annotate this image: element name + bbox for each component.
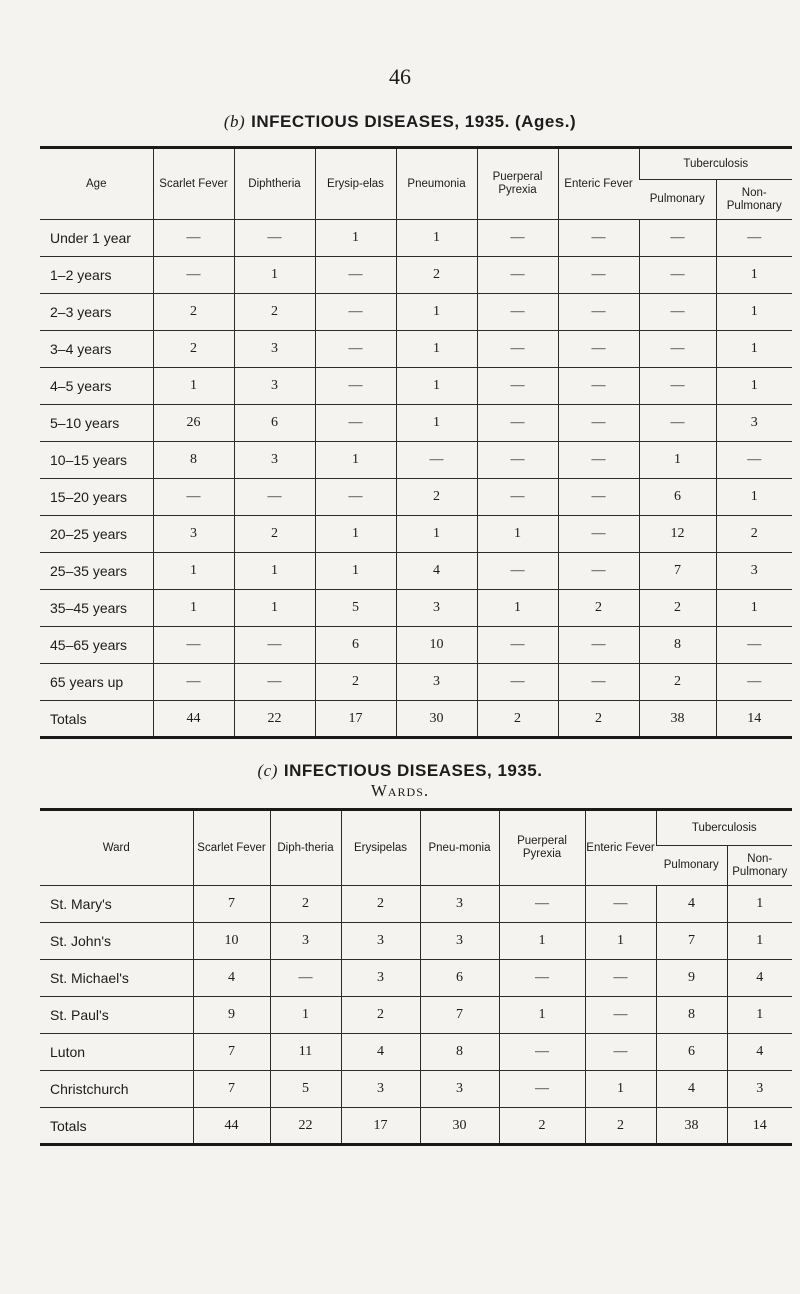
row-label: 65 years up — [40, 664, 153, 701]
table-cell: 1 — [315, 516, 396, 553]
table-cell: 11 — [270, 1034, 341, 1071]
table-cell: — — [234, 627, 315, 664]
ages-table — [40, 146, 792, 739]
table-cell: — — [477, 405, 558, 442]
table-cell: 3 — [234, 331, 315, 368]
table-cell: — — [315, 405, 396, 442]
table-cell: 1 — [716, 479, 792, 516]
row-label: 4–5 years — [40, 368, 153, 405]
table-cell: — — [234, 220, 315, 257]
table-cell: — — [315, 294, 396, 331]
table-cell: 7 — [193, 1071, 270, 1108]
table-cell: 2 — [234, 294, 315, 331]
row-label: St. Paul's — [40, 997, 193, 1034]
row-label: 1–2 years — [40, 257, 153, 294]
header-scarlet-fever: Scarlet Fever — [153, 148, 234, 220]
table-cell: 3 — [716, 553, 792, 590]
table-cell: 4 — [727, 960, 792, 997]
table-cell: — — [234, 664, 315, 701]
table-cell: 1 — [499, 997, 585, 1034]
row-label: St. John's — [40, 923, 193, 960]
ages-title-prefix: (b) — [223, 112, 246, 131]
table-cell: 17 — [315, 701, 396, 738]
table-cell: 1 — [234, 590, 315, 627]
row-label: Totals — [50, 1117, 87, 1134]
table-cell: 7 — [656, 923, 727, 960]
table-cell: 1 — [315, 442, 396, 479]
table-cell: — — [639, 405, 716, 442]
table-row — [40, 997, 792, 1034]
table-cell: — — [477, 331, 558, 368]
table-cell: 8 — [656, 997, 727, 1034]
table-cell: 1 — [727, 886, 792, 923]
table-cell: 2 — [499, 1108, 585, 1145]
table-cell: 1 — [396, 294, 477, 331]
table-cell: 2 — [153, 294, 234, 331]
table-row — [40, 516, 792, 553]
table-cell: — — [315, 368, 396, 405]
table-cell: — — [716, 442, 792, 479]
table-cell: — — [585, 886, 656, 923]
table-cell: — — [639, 220, 716, 257]
table-cell: — — [716, 220, 792, 257]
table-cell: — — [558, 553, 639, 590]
table-cell: 22 — [234, 701, 315, 738]
table-row — [40, 1108, 792, 1145]
table-cell: 3 — [341, 1071, 420, 1108]
header-diphtheria: Diph-theria — [270, 810, 341, 886]
table-cell: 10 — [396, 627, 477, 664]
table-cell: — — [558, 516, 639, 553]
table-cell: 1 — [396, 220, 477, 257]
table-cell: 1 — [585, 1071, 656, 1108]
table-cell: 3 — [234, 368, 315, 405]
header-enteric-fever: Enteric Fever — [585, 810, 656, 886]
header-pulmonary: Pulmonary — [656, 846, 727, 886]
table-cell: — — [558, 664, 639, 701]
table-cell: 2 — [585, 1108, 656, 1145]
table-row — [40, 220, 792, 257]
table-cell: 1 — [727, 923, 792, 960]
table-cell: 1 — [234, 553, 315, 590]
table-cell: 1 — [585, 923, 656, 960]
ages-table-title — [0, 112, 800, 132]
table-cell: 1 — [153, 553, 234, 590]
table-cell: 1 — [234, 257, 315, 294]
table-cell: 2 — [639, 664, 716, 701]
table-cell: — — [477, 479, 558, 516]
table-cell: 3 — [153, 516, 234, 553]
table-row — [40, 553, 792, 590]
header-pulmonary: Pulmonary — [639, 180, 716, 220]
table-row — [40, 257, 792, 294]
table-cell: 2 — [341, 997, 420, 1034]
table-row — [40, 627, 792, 664]
table-cell: 3 — [420, 923, 499, 960]
table-row — [40, 1071, 792, 1108]
table-cell: 3 — [234, 442, 315, 479]
table-cell: 14 — [716, 701, 792, 738]
row-label: 3–4 years — [40, 331, 153, 368]
table-cell: 12 — [639, 516, 716, 553]
table-cell: — — [558, 405, 639, 442]
table-row — [40, 331, 792, 368]
table-cell: — — [585, 960, 656, 997]
header-diphtheria: Diphtheria — [234, 148, 315, 220]
table-cell: 1 — [477, 590, 558, 627]
row-label: 5–10 years — [40, 405, 153, 442]
table-cell: — — [477, 664, 558, 701]
row-label: 20–25 years — [40, 516, 153, 553]
table-cell: 3 — [396, 590, 477, 627]
header-enteric-fever: Enteric Fever — [558, 148, 639, 220]
table-cell: 4 — [341, 1034, 420, 1071]
table-row — [40, 923, 792, 960]
table-cell: 3 — [727, 1071, 792, 1108]
table-cell: 7 — [193, 886, 270, 923]
table-cell: 2 — [558, 701, 639, 738]
table-cell: — — [558, 257, 639, 294]
table-cell: 1 — [396, 516, 477, 553]
ages-table-body — [40, 220, 792, 738]
table-cell: 9 — [193, 997, 270, 1034]
table-cell: 2 — [639, 590, 716, 627]
table-cell: 44 — [193, 1108, 270, 1145]
table-row — [40, 442, 792, 479]
table-cell: 7 — [193, 1034, 270, 1071]
wards-title-text: INFECTIOUS DISEASES, 1935. — [283, 761, 543, 780]
table-cell: — — [477, 294, 558, 331]
table-cell: 4 — [656, 886, 727, 923]
table-cell: 1 — [716, 331, 792, 368]
row-label: Totals — [50, 710, 87, 727]
table-cell: — — [499, 886, 585, 923]
table-row — [40, 1034, 792, 1071]
table-cell: 4 — [727, 1034, 792, 1071]
table-cell: 2 — [477, 701, 558, 738]
table-cell: 1 — [396, 368, 477, 405]
row-label: 15–20 years — [40, 479, 153, 516]
table-cell: 1 — [499, 923, 585, 960]
table-cell: 3 — [270, 923, 341, 960]
table-cell: — — [315, 257, 396, 294]
table-cell: 2 — [396, 479, 477, 516]
row-label: St. Mary's — [40, 886, 193, 923]
table-cell: — — [639, 368, 716, 405]
table-cell: 2 — [153, 331, 234, 368]
table-cell: — — [477, 442, 558, 479]
header-scarlet-fever: Scarlet Fever — [193, 810, 270, 886]
header-puerperal-pyrexia: Puerperal Pyrexia — [499, 810, 585, 886]
table-cell: 8 — [639, 627, 716, 664]
header-non-pulmonary: Non-Pulmonary — [716, 180, 792, 220]
table-cell: 44 — [153, 701, 234, 738]
table-cell: — — [315, 331, 396, 368]
wards-table-body — [40, 886, 792, 1145]
table-cell: — — [153, 627, 234, 664]
ages-title-text: INFECTIOUS DISEASES, 1935. (Ages.) — [251, 112, 577, 131]
table-cell: 38 — [639, 701, 716, 738]
wards-title-prefix: (c) — [257, 761, 278, 780]
table-cell: 3 — [716, 405, 792, 442]
row-label: Luton — [40, 1034, 193, 1071]
table-cell: 30 — [396, 701, 477, 738]
table-cell: 1 — [315, 553, 396, 590]
row-label: Christchurch — [40, 1071, 193, 1108]
table-cell: 8 — [153, 442, 234, 479]
table-cell: 1 — [716, 294, 792, 331]
header-age: Age — [40, 148, 153, 220]
table-cell: 5 — [315, 590, 396, 627]
table-cell: — — [477, 627, 558, 664]
table-cell: 1 — [716, 590, 792, 627]
table-cell: 2 — [315, 664, 396, 701]
table-cell: 6 — [234, 405, 315, 442]
table-cell: — — [499, 960, 585, 997]
table-cell: 17 — [341, 1108, 420, 1145]
table-cell: 14 — [727, 1108, 792, 1145]
table-cell: 8 — [420, 1034, 499, 1071]
header-ward: Ward — [40, 810, 193, 886]
table-cell: 4 — [396, 553, 477, 590]
table-cell: — — [639, 331, 716, 368]
table-cell: 1 — [639, 442, 716, 479]
row-label: 10–15 years — [40, 442, 153, 479]
table-cell: 6 — [639, 479, 716, 516]
table-cell: 2 — [716, 516, 792, 553]
table-cell: — — [477, 368, 558, 405]
table-cell: 9 — [656, 960, 727, 997]
table-cell: 1 — [716, 257, 792, 294]
table-cell: 2 — [341, 886, 420, 923]
table-cell: — — [558, 331, 639, 368]
table-cell: 1 — [396, 331, 477, 368]
table-row — [40, 701, 792, 738]
table-cell: 4 — [656, 1071, 727, 1108]
wards-table-title — [0, 761, 800, 781]
table-cell: 2 — [234, 516, 315, 553]
table-cell: 7 — [420, 997, 499, 1034]
table-cell: 1 — [153, 590, 234, 627]
table-cell: 5 — [270, 1071, 341, 1108]
table-cell: 3 — [341, 960, 420, 997]
row-label: Under 1 year — [40, 220, 153, 257]
row-label: 25–35 years — [40, 553, 153, 590]
table-cell: 2 — [270, 886, 341, 923]
table-cell: 1 — [727, 997, 792, 1034]
header-non-pulmonary: Non-Pulmonary — [727, 846, 792, 886]
table-row — [40, 368, 792, 405]
table-cell: — — [558, 479, 639, 516]
table-cell: — — [499, 1071, 585, 1108]
table-cell: — — [585, 1034, 656, 1071]
table-cell: — — [716, 627, 792, 664]
header-tuberculosis: Tuberculosis — [656, 810, 792, 846]
header-erysipelas: Erysip-elas — [315, 148, 396, 220]
table-cell: 1 — [396, 405, 477, 442]
table-row — [40, 664, 792, 701]
table-row — [40, 294, 792, 331]
table-cell: 2 — [558, 590, 639, 627]
table-cell: 1 — [270, 997, 341, 1034]
table-cell: 4 — [193, 960, 270, 997]
table-cell: 3 — [420, 1071, 499, 1108]
table-cell: 6 — [315, 627, 396, 664]
table-row — [40, 479, 792, 516]
table-row — [40, 886, 792, 923]
table-cell: 3 — [420, 886, 499, 923]
table-cell: — — [585, 997, 656, 1034]
table-cell: 26 — [153, 405, 234, 442]
table-cell: 7 — [639, 553, 716, 590]
header-tuberculosis: Tuberculosis — [639, 148, 792, 180]
table-cell: — — [558, 294, 639, 331]
header-erysipelas: Erysipelas — [341, 810, 420, 886]
table-cell: 10 — [193, 923, 270, 960]
table-cell: 1 — [315, 220, 396, 257]
table-cell: 1 — [153, 368, 234, 405]
wards-table — [40, 808, 792, 1146]
row-label: 2–3 years — [40, 294, 153, 331]
table-cell: — — [315, 479, 396, 516]
table-row — [40, 590, 792, 627]
table-row — [40, 960, 792, 997]
table-cell: 6 — [420, 960, 499, 997]
table-cell: — — [558, 220, 639, 257]
table-cell: — — [153, 220, 234, 257]
row-label: 45–65 years — [40, 627, 153, 664]
table-cell: 1 — [477, 516, 558, 553]
row-label: St. Michael's — [40, 960, 193, 997]
table-cell: 30 — [420, 1108, 499, 1145]
table-cell: — — [558, 368, 639, 405]
table-cell: — — [477, 553, 558, 590]
table-cell: — — [153, 479, 234, 516]
header-puerperal-pyrexia: Puerperal Pyrexia — [477, 148, 558, 220]
table-cell: 2 — [396, 257, 477, 294]
header-pneumonia: Pneumonia — [396, 148, 477, 220]
row-label: 35–45 years — [40, 590, 153, 627]
table-cell: — — [270, 960, 341, 997]
table-cell: — — [716, 664, 792, 701]
table-cell: 22 — [270, 1108, 341, 1145]
header-pneumonia: Pneu-monia — [420, 810, 499, 886]
table-cell: — — [558, 442, 639, 479]
table-cell: — — [558, 627, 639, 664]
table-cell: — — [153, 257, 234, 294]
page-number: 46 — [389, 64, 411, 89]
table-cell: — — [499, 1034, 585, 1071]
table-cell: 1 — [716, 368, 792, 405]
table-cell: — — [639, 257, 716, 294]
table-cell: 38 — [656, 1108, 727, 1145]
table-cell: 6 — [656, 1034, 727, 1071]
table-cell: — — [639, 294, 716, 331]
table-cell: — — [396, 442, 477, 479]
table-cell: 3 — [341, 923, 420, 960]
wards-subtitle: Wards. — [370, 781, 430, 800]
table-row — [40, 405, 792, 442]
table-cell: 3 — [396, 664, 477, 701]
table-cell: — — [477, 220, 558, 257]
table-cell: — — [477, 257, 558, 294]
table-cell: — — [153, 664, 234, 701]
table-cell: — — [234, 479, 315, 516]
